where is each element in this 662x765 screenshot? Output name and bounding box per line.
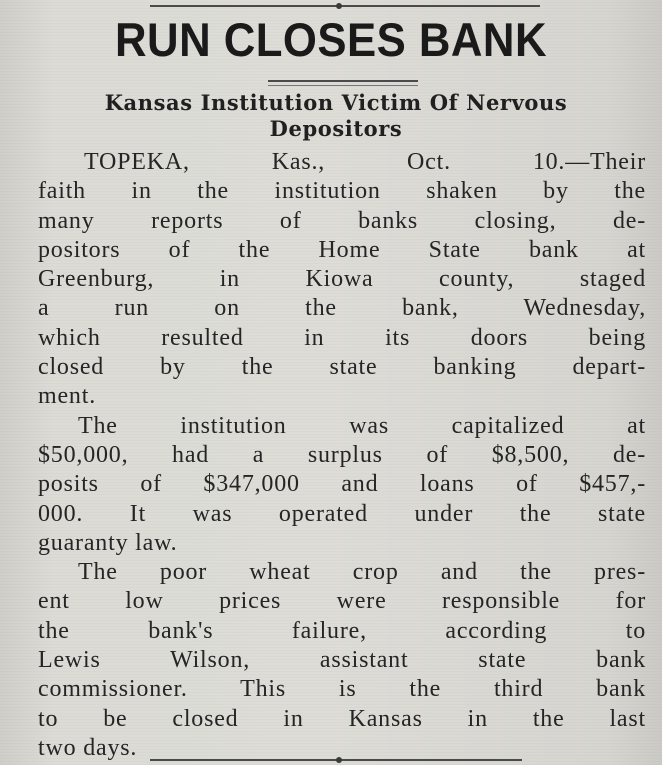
top-rule xyxy=(150,5,540,7)
article-line: guaranty law. xyxy=(38,529,178,556)
article-line: The poor wheat crop and the pres- xyxy=(78,559,646,586)
article-line: 000. It was operated under the state xyxy=(38,500,646,527)
subheadline xyxy=(30,90,642,142)
article-line: posits of $347,000 and loans of $457,- xyxy=(38,471,646,498)
bottom-rule-ornament xyxy=(336,757,342,763)
headline-divider xyxy=(268,80,418,82)
article-line: The institution was capitalized at xyxy=(78,412,646,439)
article-line: two days. xyxy=(38,734,138,761)
article-line: to be closed in Kansas in the last xyxy=(38,705,646,732)
headline-divider-secondary xyxy=(268,85,418,86)
article-line: commissioner. This is the third bank xyxy=(38,676,646,703)
article-line: $50,000, had a surplus of $8,500, de- xyxy=(38,441,646,468)
article-line: many reports of banks closing, de- xyxy=(38,207,646,234)
top-rule-ornament xyxy=(336,3,342,9)
article-line: the bank's failure, according to xyxy=(38,617,646,644)
headline: RUN CLOSES BANK xyxy=(115,13,547,66)
article-body xyxy=(38,148,646,763)
article-line: ment. xyxy=(38,383,96,410)
article-line: faith in the institution shaken by the xyxy=(38,178,646,205)
article-line: which resulted in its doors being xyxy=(38,324,646,351)
article-line: Greenburg, in Kiowa county, staged xyxy=(38,266,646,293)
subheadline-line-1: Kansas Institution Victim Of Nervous xyxy=(104,90,568,115)
subheadline-line-2: Depositors xyxy=(269,116,403,141)
article-line: positors of the Home State bank at xyxy=(38,236,646,263)
article-line: closed by the state banking depart- xyxy=(38,354,646,381)
article-line: ent low prices were responsible for xyxy=(38,588,646,615)
article-line: TOPEKA, Kas., Oct. 10.—Their xyxy=(84,149,646,175)
article-line: Lewis Wilson, assistant state bank xyxy=(38,647,646,674)
article-line: a run on the bank, Wednesday, xyxy=(38,295,646,322)
